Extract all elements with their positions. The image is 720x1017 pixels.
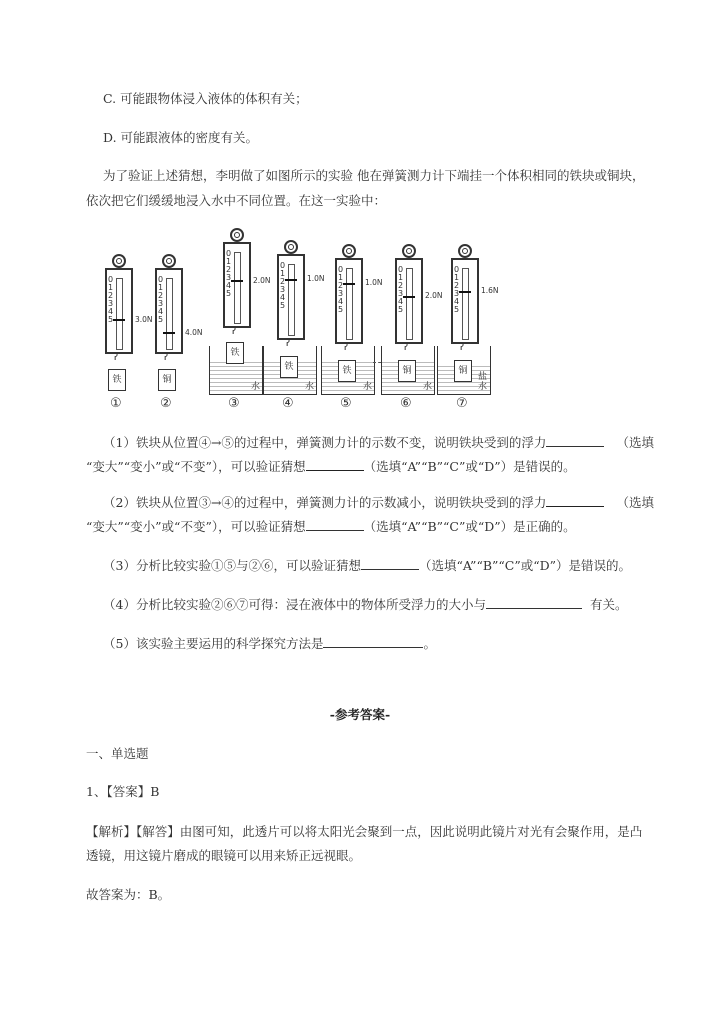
q4-text-2: 有关。 <box>589 597 628 612</box>
ring-icon <box>284 240 298 254</box>
spring-scale-figure: 0 1 2 3 4 5 3.0N ʔ 铁 ① 0 1 2 3 4 5 4.0N ʔ 铜 ② 0 1 2 3 4 5 2.0N ʔ 水 铁 ③ 0 1 2 3 4 5 1.0N ʔ 水 铁 ④ 0 1 2 3 4 5 1.0N ʔ 水 铁 ⑤ 0 1 2 3 4 5 2.0N ʔ 水 铜 ⑥ 0 1 2 3 4 5 1.6N ʔ 盐水 铜 ⑦ <box>95 222 495 414</box>
copper-block: 铜 <box>398 360 416 382</box>
q4-text: （4）分析比较实验②⑥⑦可得：浸在液体中的物体所受浮力的大小与 <box>103 597 486 612</box>
ring-icon <box>230 228 244 242</box>
ring-icon <box>162 254 176 268</box>
analysis-line-1: 【解析】【解答】由图可知，此透片可以将太阳光会聚到一点，因此说明此镜片对光有会聚作用，是凸 <box>86 824 643 839</box>
question-4 <box>103 596 627 613</box>
label: ⑦ <box>456 396 468 411</box>
copper-block: 铜 <box>158 369 176 391</box>
iron-block: 铁 <box>338 360 356 382</box>
ring-icon <box>112 254 126 268</box>
label: ⑤ <box>340 396 352 411</box>
reading: 2.0N <box>425 291 443 300</box>
question-2-line-2 <box>86 518 576 535</box>
q2-hint: （选填 <box>616 495 654 510</box>
q2-text-3: （选填“A”“B”“C”或“D”）是正确的。 <box>363 519 576 534</box>
q1-text: （1）铁块从位置④→⑤的过程中，弹簧测力计的示数不变，说明铁块受到的浮力 <box>103 435 547 450</box>
liquid-label: 水 <box>422 382 432 392</box>
q3-blank[interactable] <box>361 557 419 570</box>
ring-icon <box>342 244 356 258</box>
iron-block: 铁 <box>108 369 126 391</box>
q3-text-2: （选填“A”“B”“C”或“D”）是错误的。 <box>418 558 632 573</box>
reading: 1.0N <box>307 274 325 283</box>
q1-text-3: （选填“A”“B”“C”或“D”）是错误的。 <box>363 459 576 474</box>
option-d: D. 可能跟液体的密度有关。 <box>103 130 259 145</box>
q2-blank-2[interactable] <box>306 518 364 531</box>
question-1-line-2 <box>86 458 576 475</box>
iron-block: 铁 <box>226 342 244 364</box>
reading: 1.6N <box>481 286 499 295</box>
option-c: C. 可能跟物体浸入液体的体积有关； <box>103 91 308 106</box>
liquid-label: 水 <box>304 382 314 392</box>
q1-hint: （选填 <box>616 435 654 450</box>
reading: 1.0N <box>365 278 383 287</box>
q3-text: （3）分析比较实验①⑤与②⑥，可以验证猜想 <box>103 558 361 573</box>
question-5 <box>103 635 436 652</box>
intro-line-2: 依次把它们缓缓地浸入水中不同位置。在这一实验中： <box>86 193 387 208</box>
q5-text-2: 。 <box>423 636 436 651</box>
q4-blank[interactable] <box>486 596 582 609</box>
iron-block: 铁 <box>280 356 298 378</box>
reading: 2.0N <box>253 276 271 285</box>
reading: 3.0N <box>135 315 153 324</box>
q5-text: （5）该实验主要运用的科学探究方法是 <box>103 636 324 651</box>
question-2-line-1 <box>103 494 654 511</box>
label: ④ <box>282 396 294 411</box>
label: ② <box>160 396 172 411</box>
reading: 4.0N <box>185 328 203 337</box>
label: ③ <box>228 396 240 411</box>
q5-blank[interactable] <box>323 635 423 648</box>
q1-blank-2[interactable] <box>306 458 364 471</box>
ring-icon <box>458 244 472 258</box>
section-heading: 一、单选题 <box>86 746 149 761</box>
q2-text: （2）铁块从位置③→④的过程中，弹簧测力计的示数减小，说明铁块受到的浮力 <box>103 495 547 510</box>
ring-icon <box>402 244 416 258</box>
liquid-label: 水 <box>250 382 260 392</box>
analysis-line-2: 透镜，用这镜片磨成的眼镜可以用来矫正远视眼。 <box>86 848 362 863</box>
copper-block: 铜 <box>454 360 472 382</box>
q2-text-2: “变大”“变小”或“不变”），可以验证猜想 <box>86 519 306 534</box>
label: ⑥ <box>400 396 412 411</box>
answer-1: 1、【答案】B <box>86 784 160 799</box>
question-3 <box>103 557 631 574</box>
liquid-label: 盐水 <box>478 372 488 392</box>
liquid-label: 水 <box>362 382 372 392</box>
q1-blank-1[interactable] <box>546 434 604 447</box>
conclusion: 故答案为：B。 <box>86 887 171 902</box>
answers-title: -参考答案- <box>329 707 391 722</box>
q2-blank-1[interactable] <box>546 494 604 507</box>
intro-line-1: 为了验证上述猜想，李明做了如图所示的实验 他在弹簧测力计下端挂一个体积相同的铁块或铜块， <box>103 168 645 183</box>
label: ① <box>110 396 122 411</box>
question-1-line-1 <box>103 434 654 451</box>
q1-text-2: “变大”“变小”或“不变”），可以验证猜想 <box>86 459 306 474</box>
